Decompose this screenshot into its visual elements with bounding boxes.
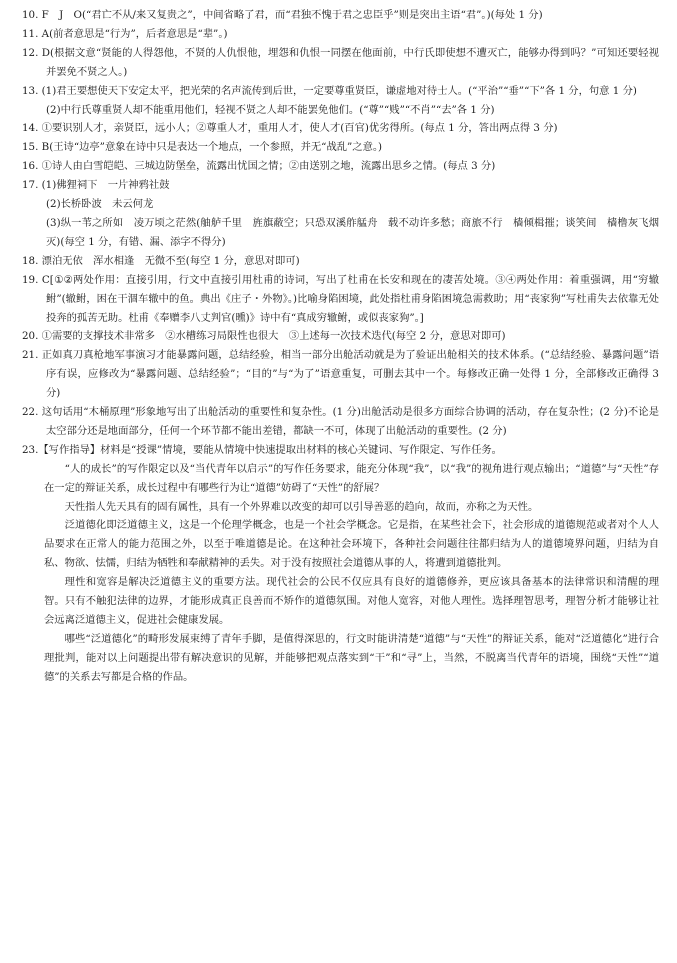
answer-11: 11. A(前者意思是“行为”，后者意思是“辈”。) bbox=[22, 27, 228, 40]
answer-17-3: (3)纵一苇之所如 凌万顷之茫然(舳舻千里 旌旗蔽空；只恐双溪舴艋舟 载不动许多愁；商旅不行 樯倾楫摧；谈笑间 樯橹灰飞烟灭)(每空 1 分，有错、漏、添字不得分) bbox=[46, 216, 659, 248]
answer-20: 20. ①需要的支撑技术非常多 ②水槽练习局限性也很大 ③上述每一次技术迭代(每空 2 分，意思对即可) bbox=[22, 330, 506, 343]
writing-guide-paragraph-1: “人的成长”的写作限定以及“当代青年以启示”的写作任务要求，能充分体现“我”，以“我”的视角进行观点输出；“道德”与“天性”存在一定的辩证关系，成长过程中有哪些行为让“道德”妨碍了“天性”的舒展？ bbox=[44, 462, 659, 494]
answer-14: 14. ①要识别人才，亲贤臣，远小人；②尊重人才，重用人才，使人才(百官)优劣得所。(每点 1 分，答出两点得 3 分) bbox=[22, 122, 558, 135]
answer-12: 12. D(根据文意“贤能的人得怨他，不贤的人仇恨他，埋怨和仇恨一同摆在他面前，中行氏即使想不遭灭亡，能够办得到吗？”可知还要轻视并罢免不贤之人。) bbox=[22, 46, 659, 78]
answer-13-1: 13. (1)君王要想使天下安定太平，把光荣的名声流传到后世，一定要尊重贤臣，谦虚地对待士人。(“平治”“垂”“下”各 1 分，句意 1 分) bbox=[22, 84, 637, 97]
answer-23-heading: 23.【写作指导】材料是“授课”情境，要能从情境中快速提取出材料的核心关键词、写作限定、写作任务。 bbox=[22, 443, 502, 456]
answer-17-2: (2)长桥卧波 未云何龙 bbox=[46, 198, 154, 211]
answer-16: 16. ①诗人由白雪皑皑、三城边防堡垒，流露出忧国之情；②由送别之地，流露出思乡之情。(每点 3 分) bbox=[22, 160, 496, 173]
writing-guide-paragraph-3: 泛道德化即泛道德主义，这是一个伦理学概念，也是一个社会学概念。它是指，在某些社会下，社会形成的道德规范或者对个人人品要求在正常人的能力范围之外，以至于唯道德是论。在这种社会环境下，各种社会问题往往都归结为人的道德境界问题，归结为自私、物欲、怯懦，归结为牺牲和奉献精神的丢失。对于没有按照社会道德从事的人，将遭到道德批判。 bbox=[44, 519, 659, 570]
answer-22: 22. 这句话用“木桶原理”形象地写出了出舱活动的重要性和复杂性。(1 分)出舱活动是很多方面综合协调的活动，存在复杂性；(2 分)不论是太空部分还是地面部分，任何一个环节都不能出差错，都缺一不可，体现了出舱活动的重要性。(2 分) bbox=[22, 406, 659, 437]
answer-18: 18. 漂泊无依 浑水相逢 无微不至(每空 1 分，意思对即可) bbox=[22, 254, 300, 267]
answer-21: 21. 正如真刀真枪地军事演习才能暴露问题，总结经验，相当一部分出舱活动就是为了验证出舱相关的技术体系。(“总结经验、暴露问题”语序有误，应修改为“暴露问题、总结经验”；“目的”与“为了”语意重复，可删去其中一个。每修改正确一处得 1 分，全部修改正确得 3 分) bbox=[22, 349, 659, 400]
answer-17-1: 17. (1)佛狸祠下 一片神鸦社鼓 bbox=[22, 179, 170, 192]
answer-19: 19. C[①②两处作用：直接引用，行文中直接引用杜甫的诗词，写出了杜甫在长安和现在的凄苦处境。③④两处作用：着重强调，用“穷辙鲋”(辙鲋，困在干涸车辙中的鱼。典出《庄子・外物》。)比喻身陷困境，此处指杜甫身陷困境急需救助；用“丧家狗”写杜甫失去依靠无处投奔的孤苦无助。杜甫《奉赠李八丈判官(曛)》诗中有“真成穷辙鲋，或似丧家狗”。] bbox=[22, 273, 659, 324]
writing-guide-paragraph-5: 哪些“泛道德化”的畸形发展束缚了青年手脚，是值得深思的，行文时能讲清楚“道德”与“天性”的辩证关系，能对“泛道德化”进行合理批判，能对以上问题提出带有解决意识的见解，并能够把观点落实到“干”和“寻”上，当然，不脱离当代青年的语境，围绕“天性”“道德”的关系去写都是合格的作品。 bbox=[44, 632, 659, 683]
writing-guide-paragraph-4: 理性和宽容是解决泛道德主义的重要方法。现代社会的公民不仅应具有良好的道德修养，更应该具备基本的法律常识和清醒的理智。只有不触犯法律的边界，才能形成真正良善而不矫作的道德氛围。对他人宽容，对他人理性。选择理智思考，理智分析才能够让社会远离泛道德主义，促进社会健康发展。 bbox=[44, 576, 659, 626]
answer-15: 15. B(王诗“边亭”意象在诗中只是表达一个地点，一个参照，并无“战乱”之意。) bbox=[22, 141, 383, 154]
answer-10: 10. F J O(“君亡不从/来又复贵之”，中间省略了君，而“君独不愧于君之忠臣乎”则是突出主语“君”。)(每处 1 分) bbox=[22, 9, 543, 21]
answer-13-2: (2)中行氏尊重贤人却不能重用他们，轻视不贤之人却不能罢免他们。(“尊”“贱”“不肖”“去”各 1 分) bbox=[46, 103, 495, 116]
writing-guide-paragraph-2: 天性指人先天具有的固有属性，具有一个外界难以改变的却可以引导善恶的趋向，故而，亦称之为天性。 bbox=[64, 500, 539, 513]
